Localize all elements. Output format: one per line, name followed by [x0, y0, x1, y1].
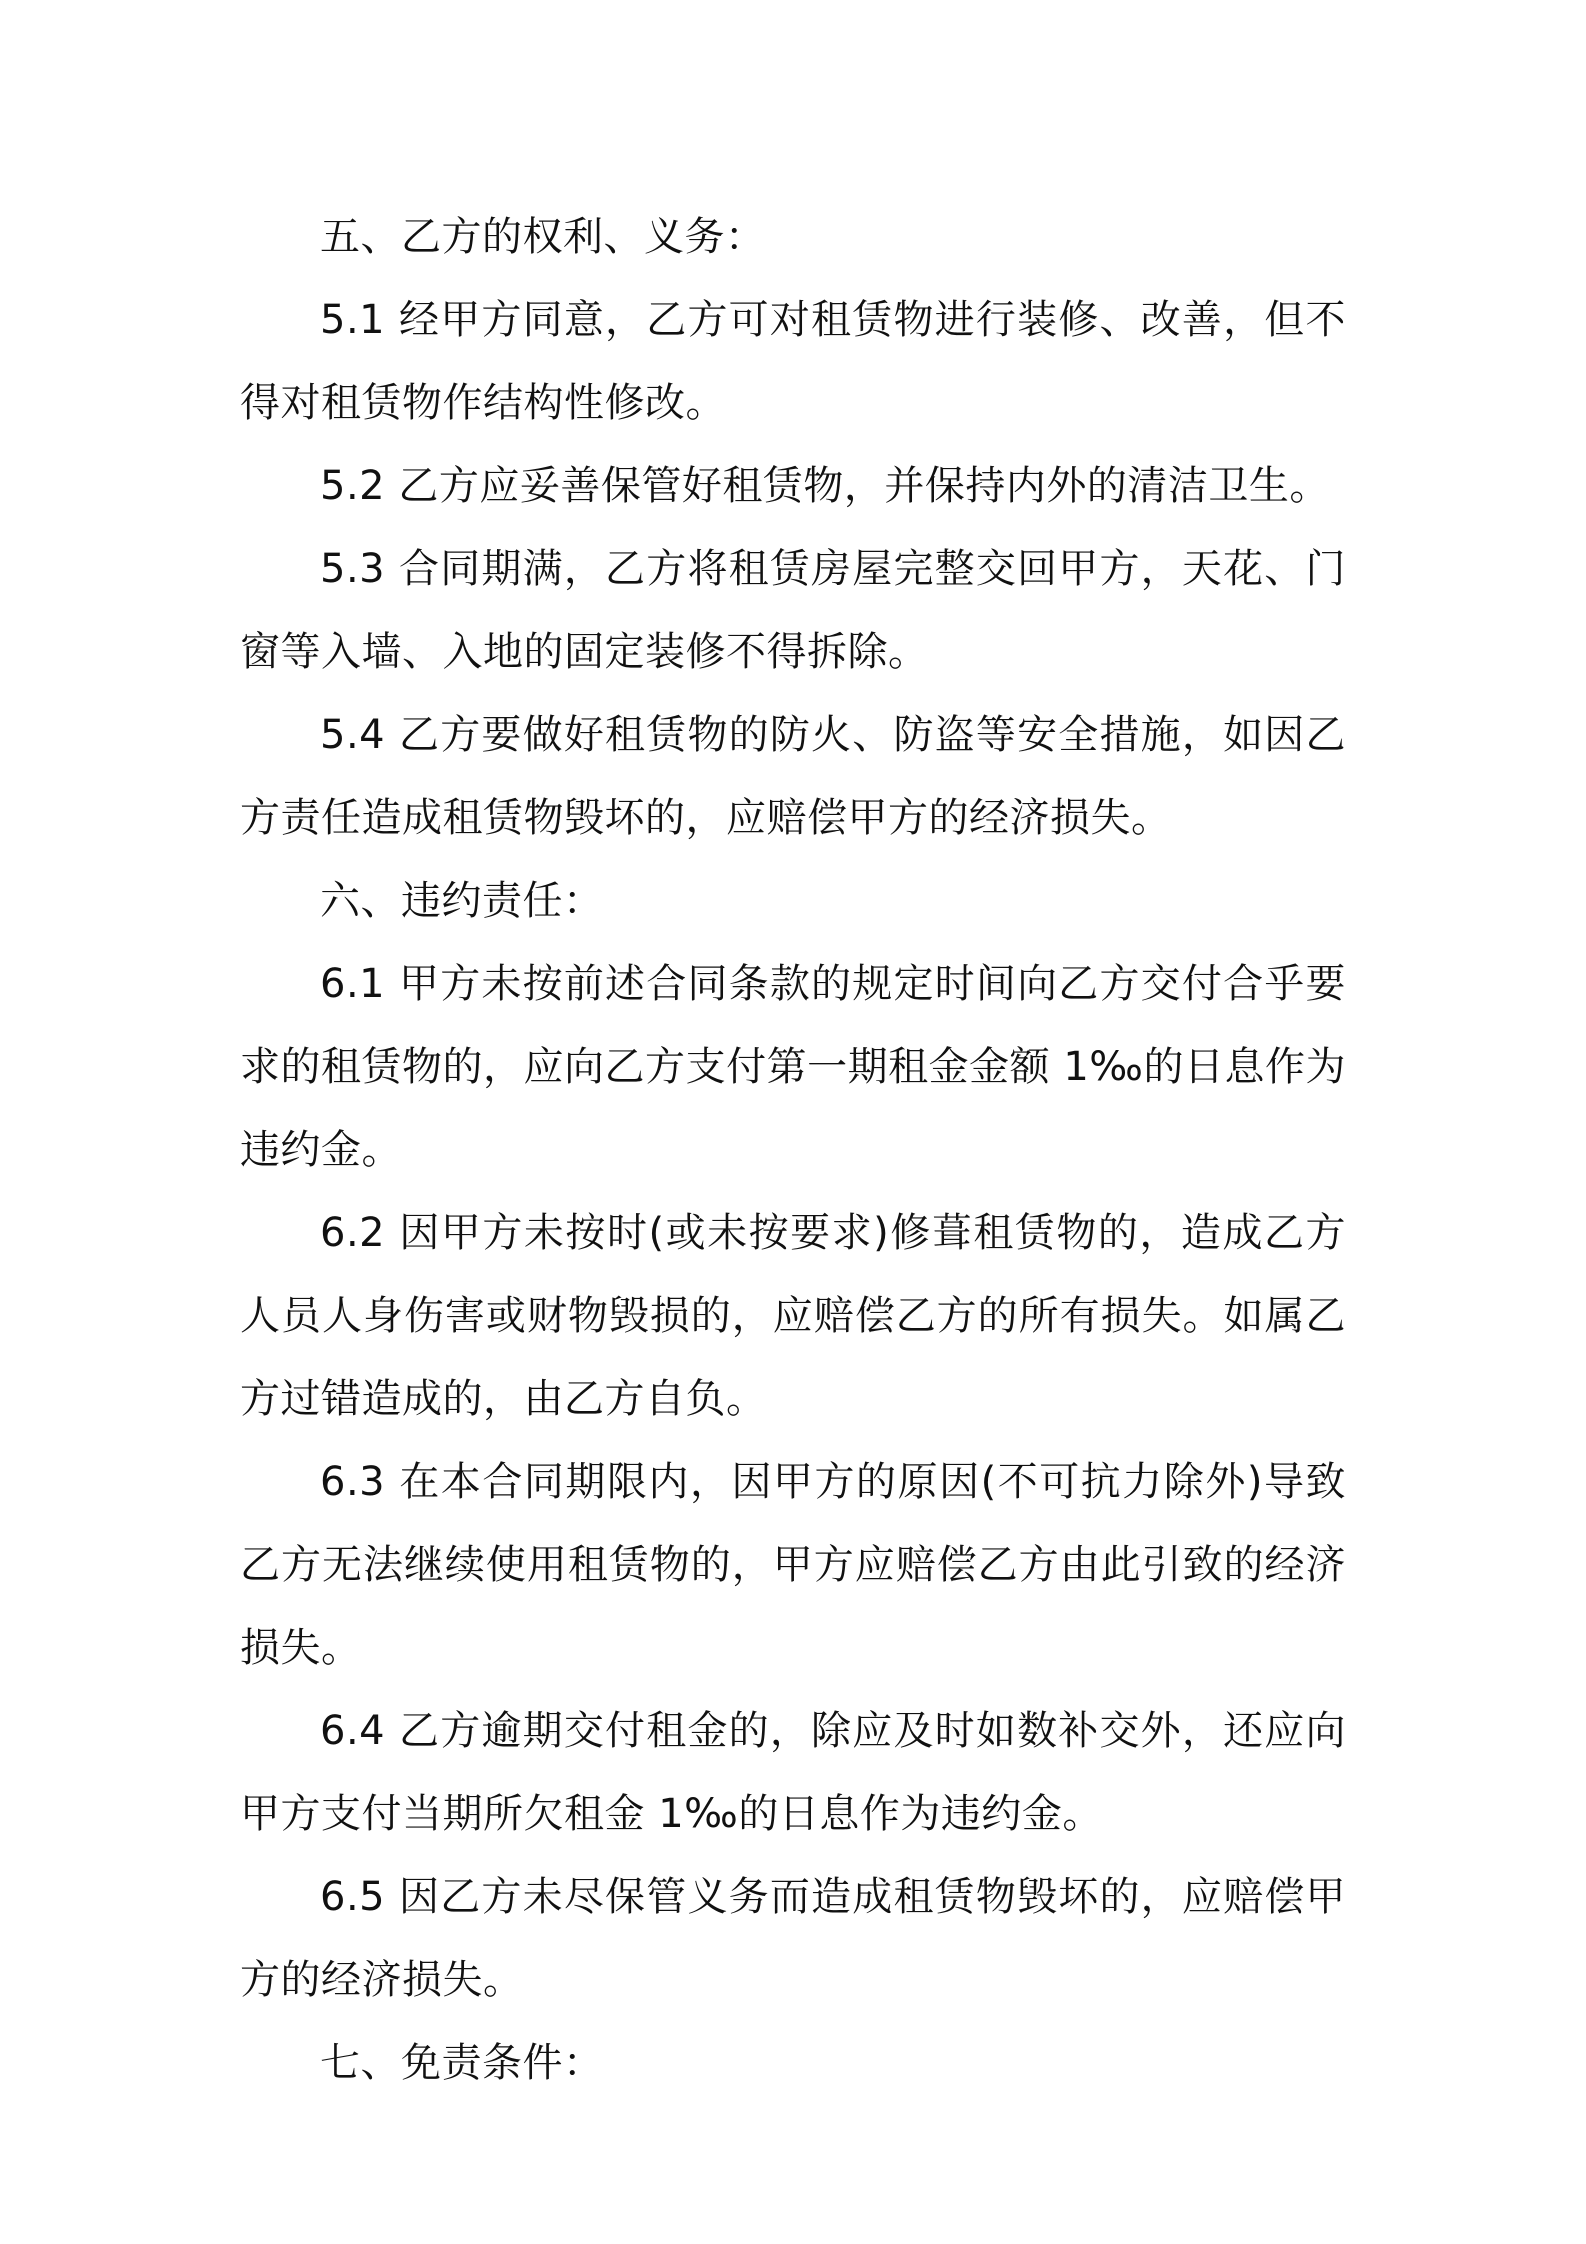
clause-6-1: 6.1 甲方未按前述合同条款的规定时间向乙方交付合乎要求的租赁物的，应向乙方支付第一期租金金额 1‰的日息作为违约金。	[240, 961, 1346, 1173]
section-heading-6: 六、违约责任：	[320, 878, 604, 924]
section-heading-7: 七、免责条件：	[320, 2040, 604, 2086]
clause-5-3: 5.3 合同期满，乙方将租赁房屋完整交回甲方，天花、门窗等入墙、入地的固定装修不得拆除。	[240, 546, 1346, 675]
clause-6-3: 6.3 在本合同期限内，因甲方的原因(不可抗力除外)导致乙方无法继续使用租赁物的，甲方应赔偿乙方由此引致的经济损失。	[240, 1459, 1346, 1671]
clause-5-1: 5.1 经甲方同意，乙方可对租赁物进行装修、改善，但不得对租赁物作结构性修改。	[240, 297, 1346, 426]
clause-6-5: 6.5 因乙方未尽保管义务而造成租赁物毁坏的，应赔偿甲方的经济损失。	[240, 1874, 1346, 2003]
clause-5-2: 5.2 乙方应妥善保管好租赁物，并保持内外的清洁卫生。	[320, 463, 1330, 509]
document-page	[240, 196, 1346, 2105]
clause-5-4: 5.4 乙方要做好租赁物的防火、防盗等安全措施，如因乙方责任造成租赁物毁坏的，应赔偿甲方的经济损失。	[240, 712, 1346, 841]
section-heading-5: 五、乙方的权利、义务：	[320, 214, 766, 260]
clause-6-2: 6.2 因甲方未按时(或未按要求)修葺租赁物的，造成乙方人员人身伤害或财物毁损的，应赔偿乙方的所有损失。如属乙方过错造成的，由乙方自负。	[240, 1210, 1346, 1422]
clause-6-4: 6.4 乙方逾期交付租金的，除应及时如数补交外，还应向甲方支付当期所欠租金 1‰的日息作为违约金。	[240, 1708, 1346, 1837]
